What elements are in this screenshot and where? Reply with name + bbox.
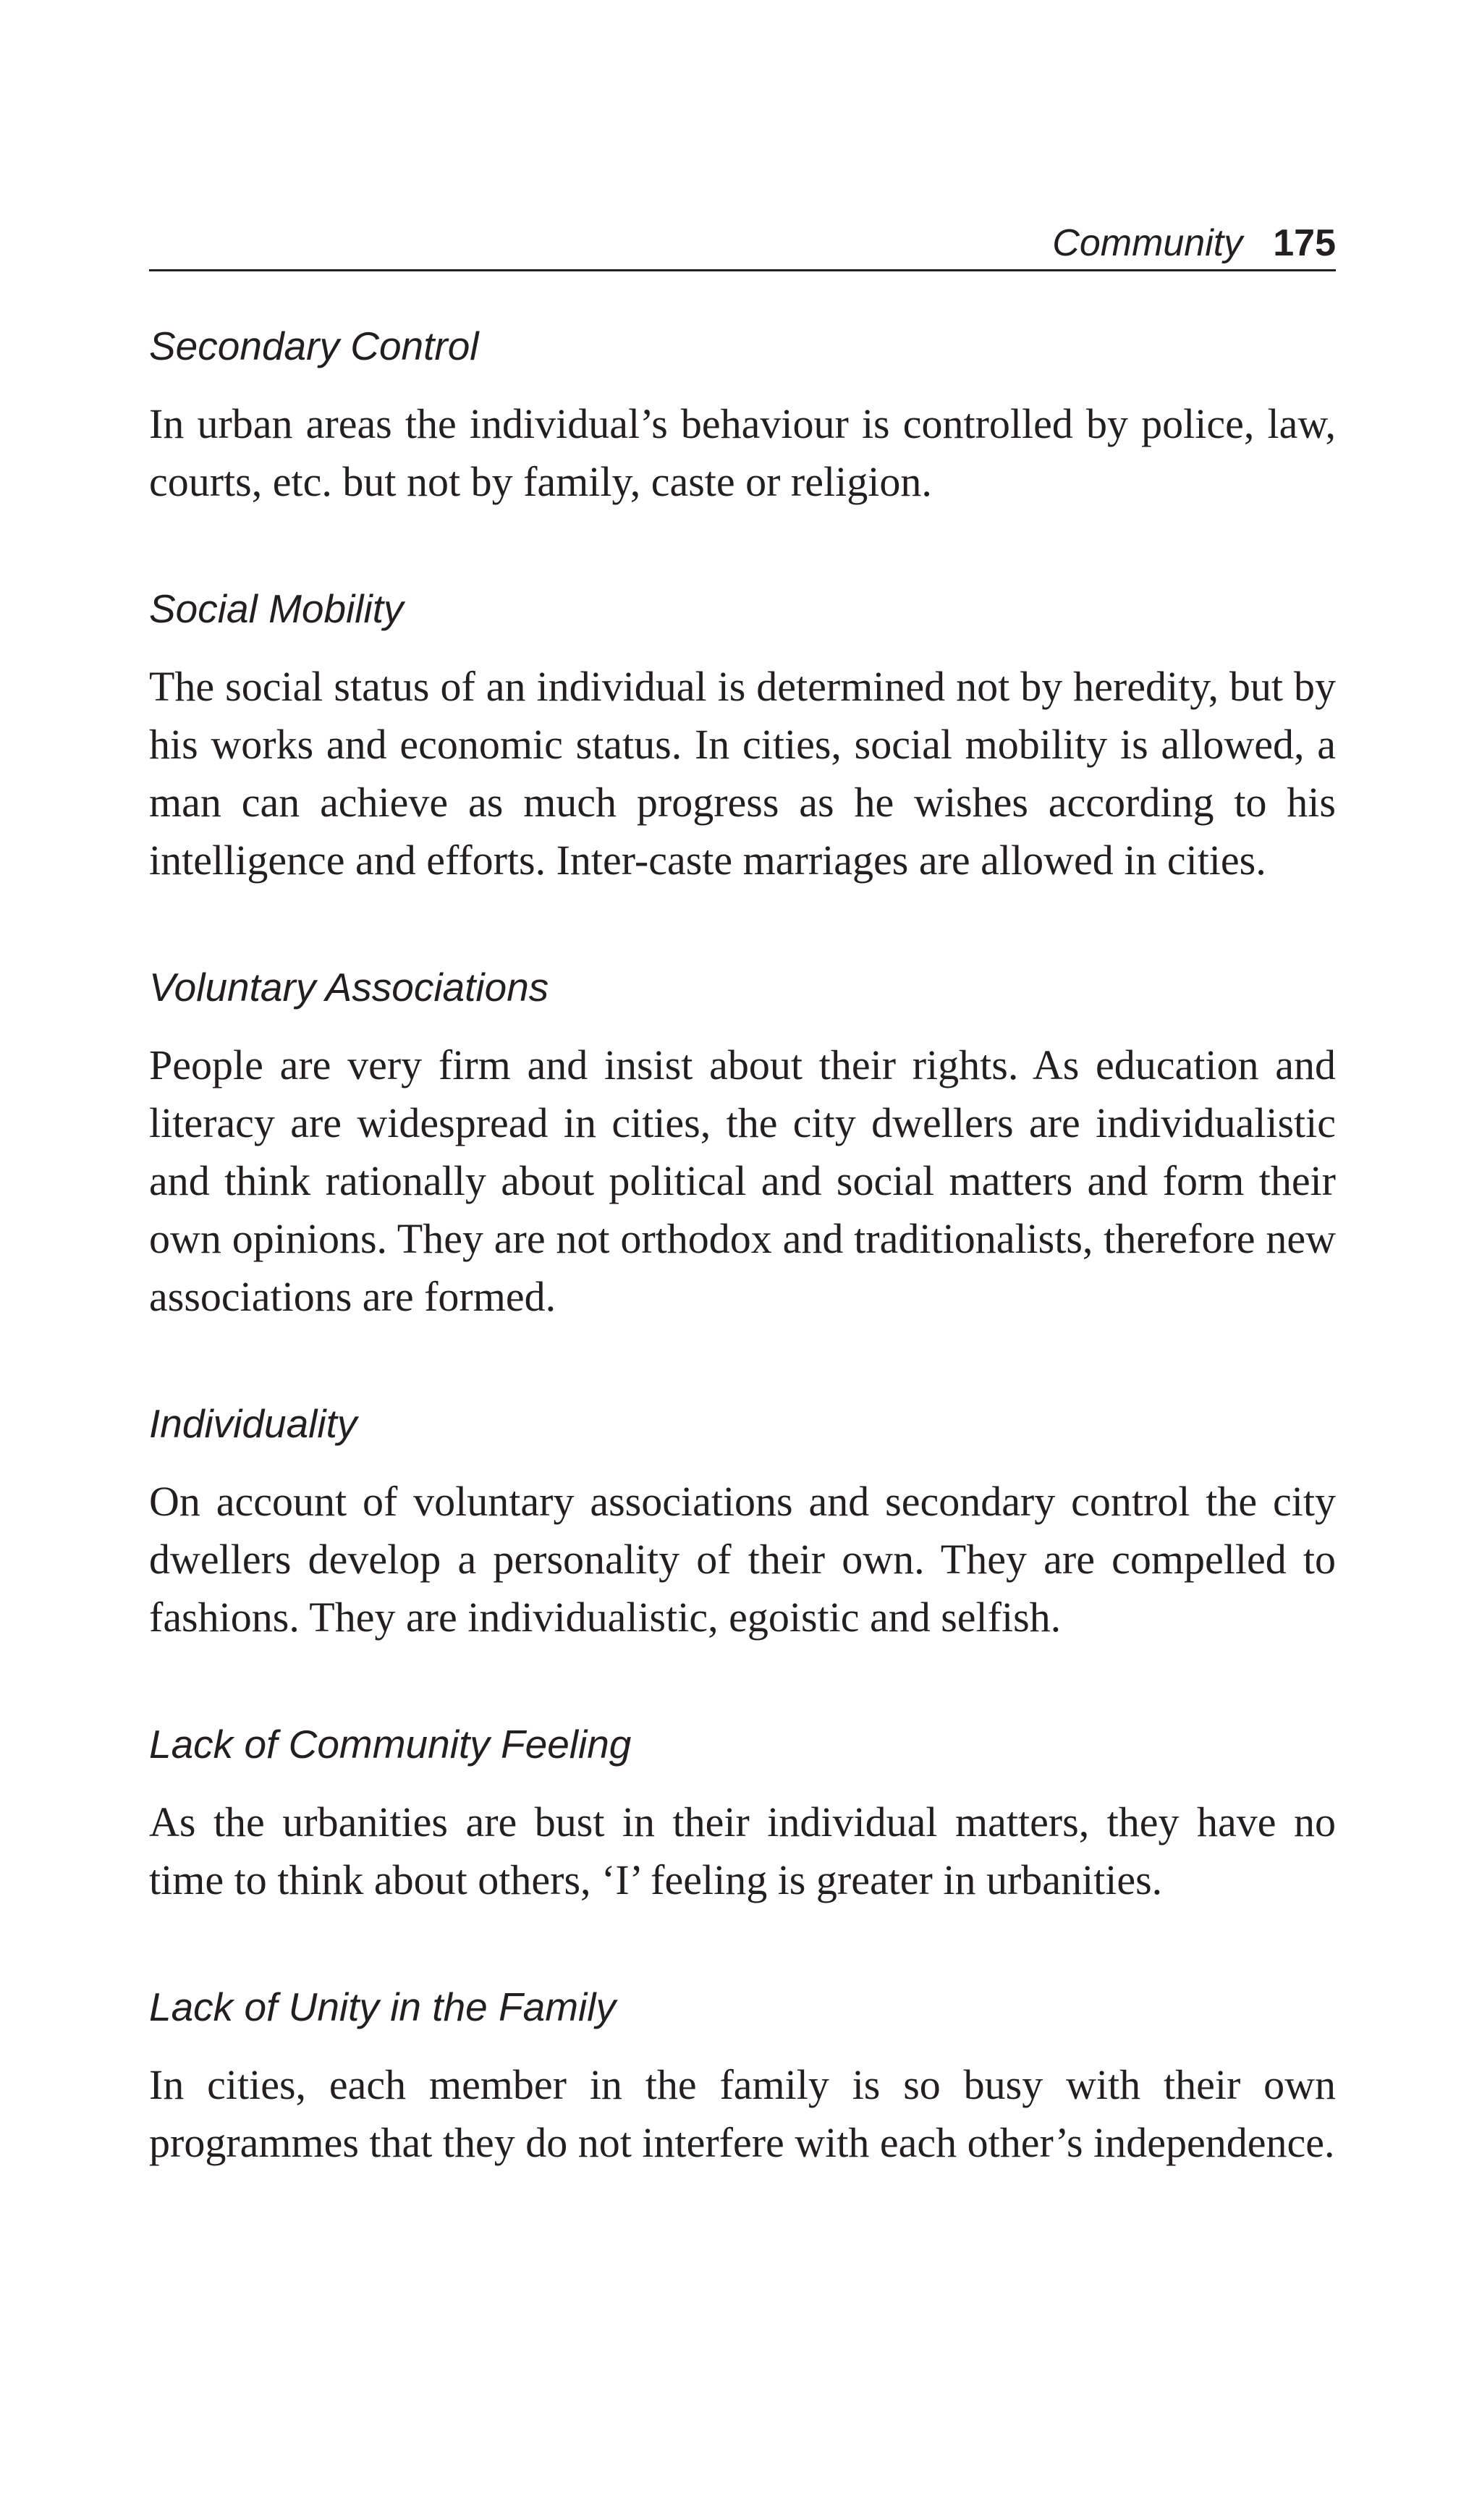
section-individuality: [149, 1395, 1336, 1646]
page-content: [149, 317, 1336, 2241]
section-heading: Secondary Control: [149, 324, 479, 368]
section-heading: Individuality: [149, 1401, 357, 1446]
section-heading: Lack of Unity in the Family: [149, 1984, 616, 2029]
section-paragraph: In cities, each member in the family is so busy with their own programmes that they do not interfere with each other’s independence.: [149, 2061, 1336, 2166]
section-heading: Voluntary Associations: [149, 965, 549, 1010]
chapter-title: Community: [1052, 222, 1243, 264]
section-social-mobility: [149, 580, 1336, 889]
section-paragraph: As the urbanities are bust in their individual matters, they have no time to think about others, ‘I’ feeling is greater in urbanities.: [149, 1798, 1336, 1903]
section-lack-of-unity-in-family: [149, 1978, 1336, 2172]
section-paragraph: The social status of an individual is determined not by heredity, but by his works and economic status. In cities, social mobility is allowed, a man can achieve as much progress as he wishes according to his intelligence and efforts. Inter-caste marriages are allowed in cities.: [149, 663, 1336, 884]
section-voluntary-associations: [149, 958, 1336, 1326]
section-lack-of-community-feeling: [149, 1715, 1336, 1909]
header-rule: [149, 269, 1336, 271]
section-secondary-control: [149, 317, 1336, 511]
page-number: 175: [1273, 222, 1336, 264]
section-heading: Social Mobility: [149, 586, 404, 631]
section-heading: Lack of Community Feeling: [149, 1722, 632, 1767]
section-paragraph: People are very firm and insist about their rights. As education and literacy are widespread in cities, the city dwellers are individualistic and think rationally about political and social matters and form their own opinions. They are not orthodox and traditionalists, therefore new associations are formed.: [149, 1041, 1336, 1320]
section-paragraph: In urban areas the individual’s behaviour is controlled by police, law, courts, etc. but not by family, caste or religion.: [149, 400, 1336, 505]
section-paragraph: On account of voluntary associations and secondary control the city dwellers develop a personality of their own. They are compelled to fashions. They are individualistic, egoistic and selfish.: [149, 1478, 1336, 1641]
running-head: [1052, 214, 1336, 272]
